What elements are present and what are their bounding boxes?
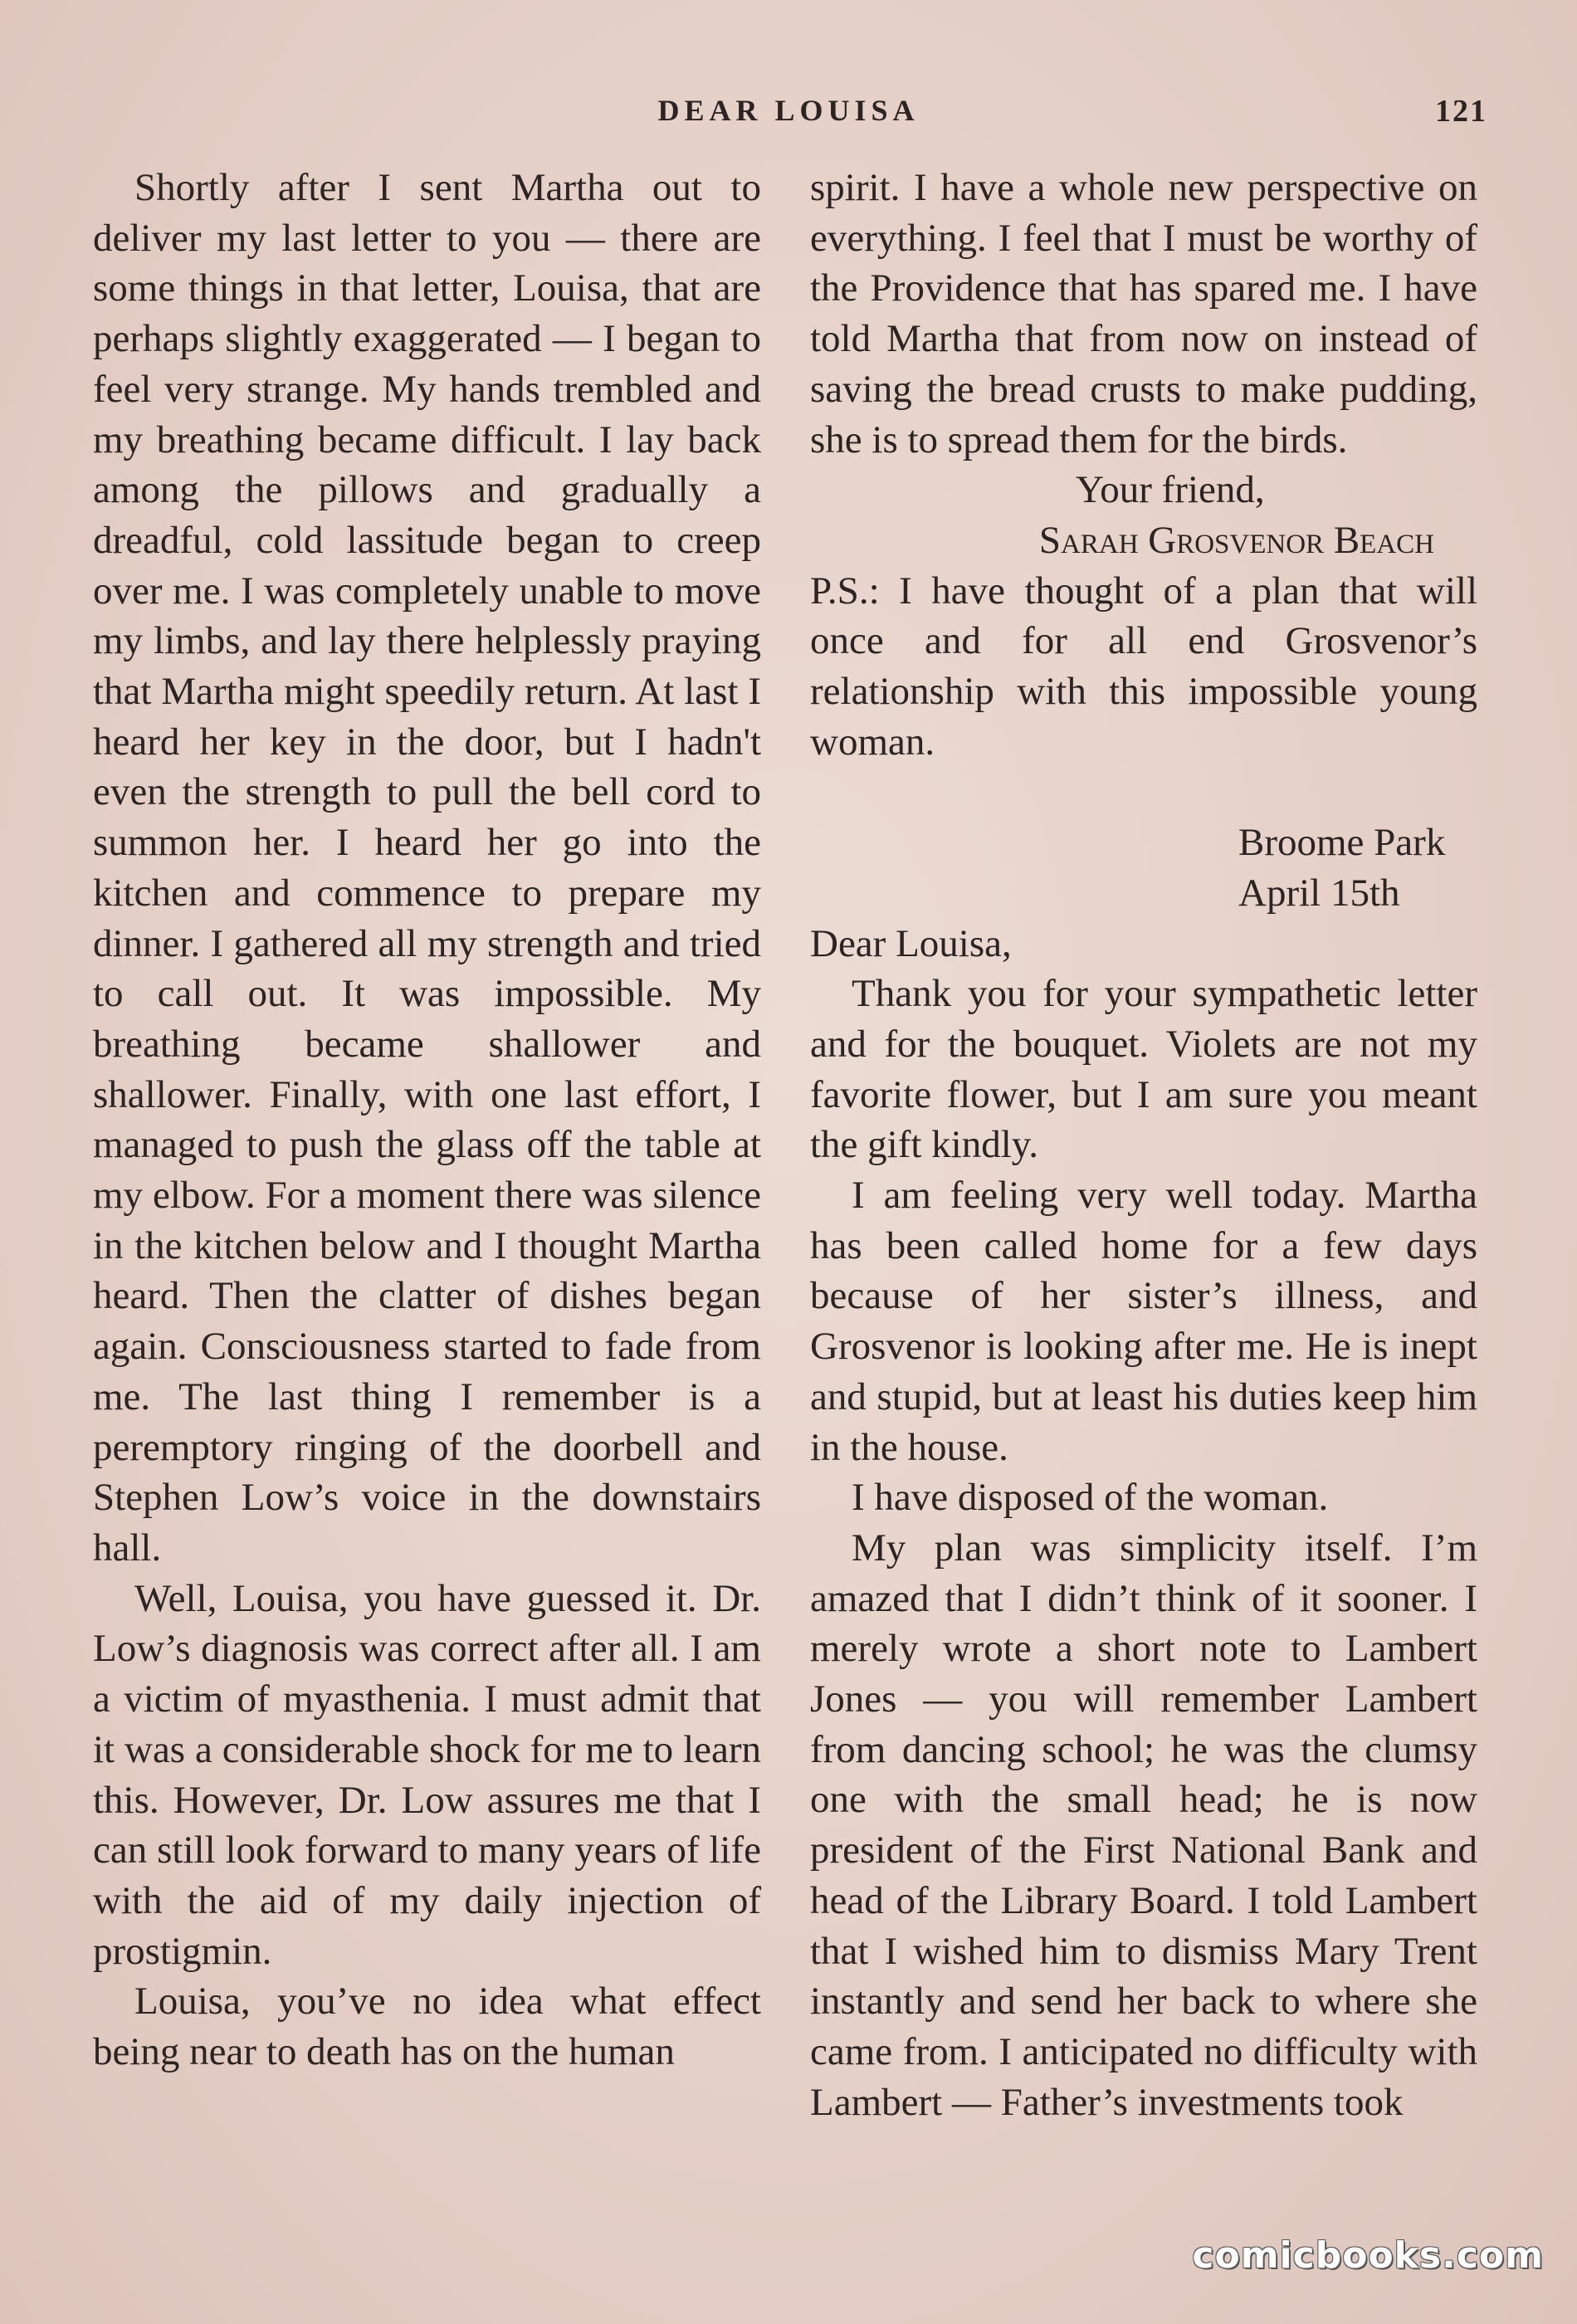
- postscript: P.S.: I have thought of a plan that will once and for all end Grosvenor’s relationship with this impossible young woman.: [810, 569, 1477, 764]
- watermark: comicbooks.com: [1192, 2234, 1544, 2277]
- left-column: [93, 163, 761, 2077]
- running-head: [0, 93, 1577, 139]
- paragraph-left-1: Shortly after I sent Martha out to deliver my last letter to you — there are some things in that letter, Louisa, that are perhaps slightly exaggerated — I began to feel very strange. My hands trembled and my breathing became difficult. I lay back among the pillows and gradually a dreadful, cold lassitude began to creep over me. I was completely unable to move my limbs, and lay there helplessly praying that Martha might speedily return. At last I heard her key in the door, but I hadn't even the strength to pull the bell cord to summon her. I heard her go into the kitchen and commence to prepare my dinner. I gathered all my strength and tried to call out. It was impossible. My breathing became shallower and shallower. Finally, with one last effort, I managed to push the glass off the table at my elbow. For a moment there was silence in the kitchen below and I thought Martha heard. Then the clatter of dishes began again. Consciousness started to fade from me. The last thing I remember is a peremptory ringing of the doorbell and Stephen Low’s voice in the downstairs hall.: [93, 166, 761, 1570]
- paragraph-left-3: Louisa, you’ve no idea what effect being near to death has on the human: [93, 1980, 761, 2074]
- page-number: 121: [1435, 94, 1487, 129]
- paragraph-left-2: Well, Louisa, you have guessed it. Dr. Low’s diagnosis was correct after all. I am a victim of myasthenia. I must admit that it was a considerable shock for me to learn this. However, Dr. Low assures me that I can still look forward to many years of life with the aid of my daily injection of prostigmin.: [93, 1576, 761, 1973]
- letter-date: April 15th: [1238, 871, 1400, 915]
- letter-signature: Sarah Grosvenor Beach: [1038, 518, 1434, 562]
- paragraph-right-1: spirit. I have a whole new perspective on everything. I feel that I must be worthy of the Providence that has spared me. I have told Martha that from now on instead of saving the bread crusts to make pudding, she is to spread them for the birds.: [810, 166, 1477, 461]
- paragraph-right-3: I am feeling very well today. Martha has been called home for a few days because of her sister’s illness, and Grosvenor is looking after me. He is inept and stupid, but at least his duties keep him in the house.: [810, 1174, 1477, 1469]
- paragraph-right-2: Thank you for your sympathetic letter and for the bouquet. Violets are not my favorite flower, but I am sure you meant the gift kindly.: [810, 972, 1477, 1167]
- letter-salutation: Dear Louisa,: [810, 921, 1012, 965]
- right-column: [810, 163, 1477, 2127]
- letter-place: Broome Park: [1238, 821, 1446, 865]
- running-title: DEAR LOUISA: [657, 94, 920, 127]
- section-spacer: [810, 767, 1477, 818]
- paragraph-right-4: I have disposed of the woman.: [852, 1476, 1329, 1520]
- letter-closing: Your friend,: [1076, 468, 1265, 512]
- paragraph-right-5: My plan was simplicity itself. I’m amazed that I didn’t think of it sooner. I merely wrote a short note to Lambert Jones — you will remember Lambert from dancing school; he was the clumsy one with the small head; he is now president of the First National Bank and head of the Library Board. I told Lambert that I wished him to dismiss Mary Trent instantly and send her back to where she came from. I anticipated no difficulty with Lambert — Father’s investments took: [810, 1526, 1477, 2124]
